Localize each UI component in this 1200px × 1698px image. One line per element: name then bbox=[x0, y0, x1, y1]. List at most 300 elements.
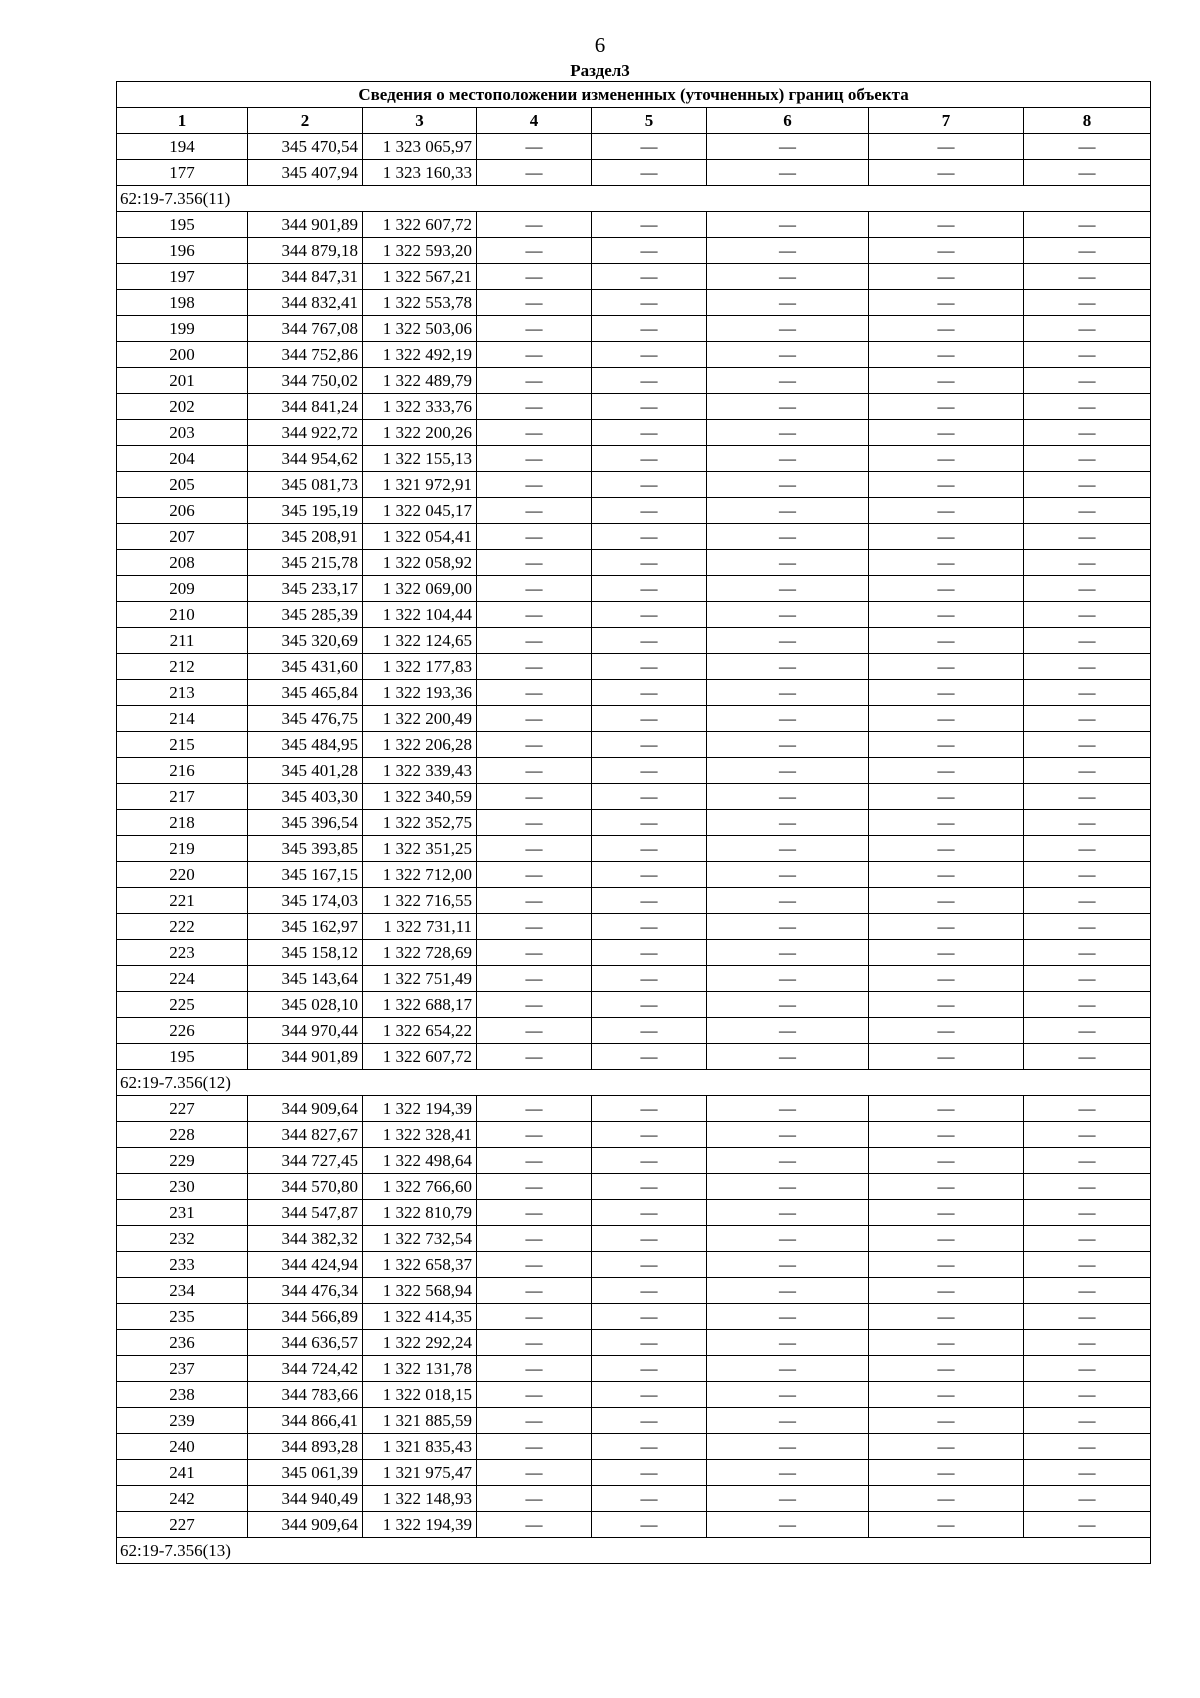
empty-value-dash: — bbox=[707, 1356, 869, 1382]
empty-value-dash: — bbox=[869, 784, 1024, 810]
table-row bbox=[117, 342, 1151, 368]
empty-value-dash: — bbox=[869, 654, 1024, 680]
parcel-group-label: 62:19-7.356(12) bbox=[117, 1070, 1151, 1096]
empty-value-dash: — bbox=[1024, 992, 1151, 1018]
table-row bbox=[117, 1434, 1151, 1460]
point-number: 215 bbox=[117, 732, 248, 758]
empty-value-dash: — bbox=[1024, 1096, 1151, 1122]
table-row bbox=[117, 914, 1151, 940]
empty-value-dash: — bbox=[707, 836, 869, 862]
empty-value-dash: — bbox=[1024, 1434, 1151, 1460]
point-number: 208 bbox=[117, 550, 248, 576]
y-coordinate: 1 321 885,59 bbox=[363, 1408, 477, 1434]
empty-value-dash: — bbox=[1024, 706, 1151, 732]
x-coordinate: 344 893,28 bbox=[248, 1434, 363, 1460]
table-row bbox=[117, 1044, 1151, 1070]
empty-value-dash: — bbox=[477, 1122, 592, 1148]
table-row bbox=[117, 1252, 1151, 1278]
empty-value-dash: — bbox=[707, 576, 869, 602]
x-coordinate: 344 767,08 bbox=[248, 316, 363, 342]
table-row bbox=[117, 1460, 1151, 1486]
empty-value-dash: — bbox=[1024, 1382, 1151, 1408]
table-row bbox=[117, 368, 1151, 394]
table-row bbox=[117, 290, 1151, 316]
empty-value-dash: — bbox=[592, 1434, 707, 1460]
empty-value-dash: — bbox=[1024, 1408, 1151, 1434]
empty-value-dash: — bbox=[592, 446, 707, 472]
empty-value-dash: — bbox=[592, 654, 707, 680]
empty-value-dash: — bbox=[1024, 238, 1151, 264]
y-coordinate: 1 322 124,65 bbox=[363, 628, 477, 654]
y-coordinate: 1 322 200,49 bbox=[363, 706, 477, 732]
empty-value-dash: — bbox=[592, 784, 707, 810]
empty-value-dash: — bbox=[707, 940, 869, 966]
y-coordinate: 1 322 339,43 bbox=[363, 758, 477, 784]
y-coordinate: 1 322 328,41 bbox=[363, 1122, 477, 1148]
table-row bbox=[117, 992, 1151, 1018]
empty-value-dash: — bbox=[1024, 1122, 1151, 1148]
y-coordinate: 1 322 018,15 bbox=[363, 1382, 477, 1408]
empty-value-dash: — bbox=[477, 706, 592, 732]
empty-value-dash: — bbox=[869, 1356, 1024, 1382]
empty-value-dash: — bbox=[1024, 446, 1151, 472]
point-number: 235 bbox=[117, 1304, 248, 1330]
y-coordinate: 1 322 607,72 bbox=[363, 212, 477, 238]
empty-value-dash: — bbox=[592, 602, 707, 628]
empty-value-dash: — bbox=[592, 1122, 707, 1148]
empty-value-dash: — bbox=[869, 680, 1024, 706]
y-coordinate: 1 322 489,79 bbox=[363, 368, 477, 394]
empty-value-dash: — bbox=[707, 810, 869, 836]
table-row bbox=[117, 706, 1151, 732]
x-coordinate: 345 396,54 bbox=[248, 810, 363, 836]
empty-value-dash: — bbox=[1024, 1252, 1151, 1278]
table-row bbox=[117, 732, 1151, 758]
empty-value-dash: — bbox=[1024, 498, 1151, 524]
x-coordinate: 344 636,57 bbox=[248, 1330, 363, 1356]
table-row bbox=[117, 134, 1151, 160]
y-coordinate: 1 322 148,93 bbox=[363, 1486, 477, 1512]
empty-value-dash: — bbox=[592, 914, 707, 940]
empty-value-dash: — bbox=[869, 732, 1024, 758]
column-header: 7 bbox=[869, 108, 1024, 134]
empty-value-dash: — bbox=[707, 316, 869, 342]
empty-value-dash: — bbox=[869, 1096, 1024, 1122]
x-coordinate: 345 174,03 bbox=[248, 888, 363, 914]
point-number: 199 bbox=[117, 316, 248, 342]
empty-value-dash: — bbox=[477, 368, 592, 394]
empty-value-dash: — bbox=[707, 1252, 869, 1278]
empty-value-dash: — bbox=[1024, 654, 1151, 680]
empty-value-dash: — bbox=[707, 1200, 869, 1226]
empty-value-dash: — bbox=[1024, 420, 1151, 446]
empty-value-dash: — bbox=[1024, 472, 1151, 498]
empty-value-dash: — bbox=[869, 1408, 1024, 1434]
y-coordinate: 1 322 414,35 bbox=[363, 1304, 477, 1330]
point-number: 239 bbox=[117, 1408, 248, 1434]
y-coordinate: 1 322 045,17 bbox=[363, 498, 477, 524]
empty-value-dash: — bbox=[869, 1512, 1024, 1538]
point-number: 177 bbox=[117, 160, 248, 186]
y-coordinate: 1 322 131,78 bbox=[363, 1356, 477, 1382]
empty-value-dash: — bbox=[869, 862, 1024, 888]
y-coordinate: 1 321 835,43 bbox=[363, 1434, 477, 1460]
empty-value-dash: — bbox=[477, 1408, 592, 1434]
x-coordinate: 344 783,66 bbox=[248, 1382, 363, 1408]
empty-value-dash: — bbox=[477, 992, 592, 1018]
x-coordinate: 344 940,49 bbox=[248, 1486, 363, 1512]
point-number: 218 bbox=[117, 810, 248, 836]
empty-value-dash: — bbox=[707, 1486, 869, 1512]
empty-value-dash: — bbox=[1024, 550, 1151, 576]
empty-value-dash: — bbox=[477, 1174, 592, 1200]
y-coordinate: 1 322 340,59 bbox=[363, 784, 477, 810]
empty-value-dash: — bbox=[592, 940, 707, 966]
empty-value-dash: — bbox=[592, 1200, 707, 1226]
x-coordinate: 344 909,64 bbox=[248, 1512, 363, 1538]
empty-value-dash: — bbox=[707, 992, 869, 1018]
empty-value-dash: — bbox=[592, 1278, 707, 1304]
empty-value-dash: — bbox=[592, 550, 707, 576]
empty-value-dash: — bbox=[707, 732, 869, 758]
point-number: 227 bbox=[117, 1512, 248, 1538]
point-number: 201 bbox=[117, 368, 248, 394]
x-coordinate: 345 470,54 bbox=[248, 134, 363, 160]
empty-value-dash: — bbox=[869, 940, 1024, 966]
empty-value-dash: — bbox=[1024, 212, 1151, 238]
empty-value-dash: — bbox=[707, 1330, 869, 1356]
empty-value-dash: — bbox=[707, 160, 869, 186]
empty-value-dash: — bbox=[477, 1148, 592, 1174]
y-coordinate: 1 322 206,28 bbox=[363, 732, 477, 758]
empty-value-dash: — bbox=[592, 420, 707, 446]
table-row bbox=[117, 628, 1151, 654]
y-coordinate: 1 322 492,19 bbox=[363, 342, 477, 368]
empty-value-dash: — bbox=[707, 1408, 869, 1434]
empty-value-dash: — bbox=[477, 1200, 592, 1226]
empty-value-dash: — bbox=[477, 264, 592, 290]
y-coordinate: 1 322 292,24 bbox=[363, 1330, 477, 1356]
empty-value-dash: — bbox=[1024, 758, 1151, 784]
empty-value-dash: — bbox=[1024, 342, 1151, 368]
x-coordinate: 344 566,89 bbox=[248, 1304, 363, 1330]
empty-value-dash: — bbox=[477, 160, 592, 186]
x-coordinate: 344 954,62 bbox=[248, 446, 363, 472]
empty-value-dash: — bbox=[869, 1252, 1024, 1278]
y-coordinate: 1 322 194,39 bbox=[363, 1512, 477, 1538]
empty-value-dash: — bbox=[869, 264, 1024, 290]
empty-value-dash: — bbox=[592, 680, 707, 706]
table-row bbox=[117, 1278, 1151, 1304]
empty-value-dash: — bbox=[869, 836, 1024, 862]
table-row bbox=[117, 420, 1151, 446]
empty-value-dash: — bbox=[477, 1434, 592, 1460]
empty-value-dash: — bbox=[869, 1044, 1024, 1070]
y-coordinate: 1 322 607,72 bbox=[363, 1044, 477, 1070]
table-row bbox=[117, 966, 1151, 992]
empty-value-dash: — bbox=[592, 732, 707, 758]
empty-value-dash: — bbox=[869, 290, 1024, 316]
empty-value-dash: — bbox=[869, 160, 1024, 186]
empty-value-dash: — bbox=[869, 1278, 1024, 1304]
table-row bbox=[117, 160, 1151, 186]
point-number: 211 bbox=[117, 628, 248, 654]
point-number: 225 bbox=[117, 992, 248, 1018]
x-coordinate: 345 143,64 bbox=[248, 966, 363, 992]
x-coordinate: 345 407,94 bbox=[248, 160, 363, 186]
x-coordinate: 345 162,97 bbox=[248, 914, 363, 940]
column-header: 1 bbox=[117, 108, 248, 134]
empty-value-dash: — bbox=[592, 888, 707, 914]
point-number: 197 bbox=[117, 264, 248, 290]
empty-value-dash: — bbox=[707, 654, 869, 680]
page-number: 6 bbox=[594, 33, 606, 57]
empty-value-dash: — bbox=[477, 498, 592, 524]
empty-value-dash: — bbox=[477, 472, 592, 498]
x-coordinate: 345 061,39 bbox=[248, 1460, 363, 1486]
table-row bbox=[117, 836, 1151, 862]
point-number: 242 bbox=[117, 1486, 248, 1512]
table-row bbox=[117, 1018, 1151, 1044]
empty-value-dash: — bbox=[592, 472, 707, 498]
empty-value-dash: — bbox=[707, 966, 869, 992]
y-coordinate: 1 322 766,60 bbox=[363, 1174, 477, 1200]
empty-value-dash: — bbox=[592, 706, 707, 732]
table-row bbox=[117, 1096, 1151, 1122]
x-coordinate: 344 970,44 bbox=[248, 1018, 363, 1044]
empty-value-dash: — bbox=[869, 1200, 1024, 1226]
x-coordinate: 344 727,45 bbox=[248, 1148, 363, 1174]
empty-value-dash: — bbox=[477, 394, 592, 420]
empty-value-dash: — bbox=[477, 420, 592, 446]
point-number: 226 bbox=[117, 1018, 248, 1044]
point-number: 234 bbox=[117, 1278, 248, 1304]
empty-value-dash: — bbox=[869, 368, 1024, 394]
empty-value-dash: — bbox=[477, 238, 592, 264]
x-coordinate: 344 724,42 bbox=[248, 1356, 363, 1382]
empty-value-dash: — bbox=[592, 1382, 707, 1408]
empty-value-dash: — bbox=[707, 394, 869, 420]
x-coordinate: 344 424,94 bbox=[248, 1252, 363, 1278]
table-row bbox=[117, 446, 1151, 472]
empty-value-dash: — bbox=[869, 342, 1024, 368]
y-coordinate: 1 322 058,92 bbox=[363, 550, 477, 576]
empty-value-dash: — bbox=[1024, 394, 1151, 420]
empty-value-dash: — bbox=[592, 576, 707, 602]
empty-value-dash: — bbox=[592, 1356, 707, 1382]
empty-value-dash: — bbox=[707, 238, 869, 264]
point-number: 221 bbox=[117, 888, 248, 914]
parcel-group-row bbox=[117, 186, 1151, 212]
empty-value-dash: — bbox=[477, 1512, 592, 1538]
empty-value-dash: — bbox=[477, 732, 592, 758]
y-coordinate: 1 322 810,79 bbox=[363, 1200, 477, 1226]
table-row bbox=[117, 1226, 1151, 1252]
empty-value-dash: — bbox=[1024, 1304, 1151, 1330]
empty-value-dash: — bbox=[707, 1460, 869, 1486]
empty-value-dash: — bbox=[869, 992, 1024, 1018]
table-row bbox=[117, 1356, 1151, 1382]
empty-value-dash: — bbox=[707, 602, 869, 628]
x-coordinate: 344 841,24 bbox=[248, 394, 363, 420]
point-number: 236 bbox=[117, 1330, 248, 1356]
empty-value-dash: — bbox=[592, 1486, 707, 1512]
empty-value-dash: — bbox=[707, 628, 869, 654]
empty-value-dash: — bbox=[592, 966, 707, 992]
table-row bbox=[117, 1148, 1151, 1174]
point-number: 230 bbox=[117, 1174, 248, 1200]
x-coordinate: 345 401,28 bbox=[248, 758, 363, 784]
column-header: 5 bbox=[592, 108, 707, 134]
empty-value-dash: — bbox=[477, 290, 592, 316]
empty-value-dash: — bbox=[707, 1278, 869, 1304]
table-row bbox=[117, 1330, 1151, 1356]
x-coordinate: 345 195,19 bbox=[248, 498, 363, 524]
x-coordinate: 345 465,84 bbox=[248, 680, 363, 706]
x-coordinate: 345 215,78 bbox=[248, 550, 363, 576]
empty-value-dash: — bbox=[869, 628, 1024, 654]
point-number: 212 bbox=[117, 654, 248, 680]
point-number: 217 bbox=[117, 784, 248, 810]
x-coordinate: 344 909,64 bbox=[248, 1096, 363, 1122]
empty-value-dash: — bbox=[1024, 1330, 1151, 1356]
x-coordinate: 345 484,95 bbox=[248, 732, 363, 758]
empty-value-dash: — bbox=[477, 1382, 592, 1408]
empty-value-dash: — bbox=[592, 368, 707, 394]
empty-value-dash: — bbox=[592, 1252, 707, 1278]
empty-value-dash: — bbox=[592, 862, 707, 888]
empty-value-dash: — bbox=[1024, 732, 1151, 758]
y-coordinate: 1 323 065,97 bbox=[363, 134, 477, 160]
x-coordinate: 345 233,17 bbox=[248, 576, 363, 602]
empty-value-dash: — bbox=[869, 238, 1024, 264]
y-coordinate: 1 322 503,06 bbox=[363, 316, 477, 342]
empty-value-dash: — bbox=[869, 1486, 1024, 1512]
y-coordinate: 1 322 712,00 bbox=[363, 862, 477, 888]
table-row bbox=[117, 524, 1151, 550]
table-row bbox=[117, 264, 1151, 290]
point-number: 207 bbox=[117, 524, 248, 550]
empty-value-dash: — bbox=[477, 1460, 592, 1486]
y-coordinate: 1 322 498,64 bbox=[363, 1148, 477, 1174]
point-number: 232 bbox=[117, 1226, 248, 1252]
empty-value-dash: — bbox=[592, 498, 707, 524]
empty-value-dash: — bbox=[477, 1252, 592, 1278]
empty-value-dash: — bbox=[869, 1460, 1024, 1486]
empty-value-dash: — bbox=[592, 342, 707, 368]
empty-value-dash: — bbox=[477, 680, 592, 706]
point-number: 220 bbox=[117, 862, 248, 888]
empty-value-dash: — bbox=[592, 1148, 707, 1174]
point-number: 206 bbox=[117, 498, 248, 524]
empty-value-dash: — bbox=[869, 316, 1024, 342]
table-row bbox=[117, 1122, 1151, 1148]
empty-value-dash: — bbox=[1024, 966, 1151, 992]
empty-value-dash: — bbox=[869, 1434, 1024, 1460]
x-coordinate: 344 750,02 bbox=[248, 368, 363, 394]
point-number: 233 bbox=[117, 1252, 248, 1278]
empty-value-dash: — bbox=[869, 446, 1024, 472]
empty-value-dash: — bbox=[477, 134, 592, 160]
empty-value-dash: — bbox=[477, 316, 592, 342]
x-coordinate: 345 431,60 bbox=[248, 654, 363, 680]
empty-value-dash: — bbox=[1024, 524, 1151, 550]
empty-value-dash: — bbox=[592, 524, 707, 550]
empty-value-dash: — bbox=[1024, 1044, 1151, 1070]
y-coordinate: 1 322 069,00 bbox=[363, 576, 477, 602]
point-number: 237 bbox=[117, 1356, 248, 1382]
table-row bbox=[117, 680, 1151, 706]
empty-value-dash: — bbox=[1024, 1486, 1151, 1512]
empty-value-dash: — bbox=[592, 810, 707, 836]
empty-value-dash: — bbox=[869, 1148, 1024, 1174]
empty-value-dash: — bbox=[1024, 602, 1151, 628]
empty-value-dash: — bbox=[707, 1226, 869, 1252]
x-coordinate: 344 382,32 bbox=[248, 1226, 363, 1252]
empty-value-dash: — bbox=[592, 316, 707, 342]
empty-value-dash: — bbox=[707, 342, 869, 368]
empty-value-dash: — bbox=[1024, 264, 1151, 290]
empty-value-dash: — bbox=[477, 862, 592, 888]
empty-value-dash: — bbox=[477, 784, 592, 810]
point-number: 213 bbox=[117, 680, 248, 706]
table-row bbox=[117, 238, 1151, 264]
parcel-group-row bbox=[117, 1070, 1151, 1096]
table-row bbox=[117, 576, 1151, 602]
y-coordinate: 1 322 568,94 bbox=[363, 1278, 477, 1304]
empty-value-dash: — bbox=[707, 550, 869, 576]
table-row bbox=[117, 862, 1151, 888]
empty-value-dash: — bbox=[707, 1096, 869, 1122]
y-coordinate: 1 322 593,20 bbox=[363, 238, 477, 264]
empty-value-dash: — bbox=[869, 602, 1024, 628]
y-coordinate: 1 322 333,76 bbox=[363, 394, 477, 420]
empty-value-dash: — bbox=[477, 966, 592, 992]
point-number: 238 bbox=[117, 1382, 248, 1408]
empty-value-dash: — bbox=[707, 524, 869, 550]
table-row bbox=[117, 316, 1151, 342]
point-number: 198 bbox=[117, 290, 248, 316]
table-row bbox=[117, 1408, 1151, 1434]
point-number: 231 bbox=[117, 1200, 248, 1226]
empty-value-dash: — bbox=[869, 1226, 1024, 1252]
y-coordinate: 1 323 160,33 bbox=[363, 160, 477, 186]
empty-value-dash: — bbox=[707, 680, 869, 706]
table-row bbox=[117, 784, 1151, 810]
y-coordinate: 1 322 193,36 bbox=[363, 680, 477, 706]
point-number: 205 bbox=[117, 472, 248, 498]
y-coordinate: 1 322 200,26 bbox=[363, 420, 477, 446]
x-coordinate: 344 832,41 bbox=[248, 290, 363, 316]
empty-value-dash: — bbox=[477, 888, 592, 914]
empty-value-dash: — bbox=[1024, 576, 1151, 602]
x-coordinate: 344 570,80 bbox=[248, 1174, 363, 1200]
empty-value-dash: — bbox=[707, 1304, 869, 1330]
x-coordinate: 344 922,72 bbox=[248, 420, 363, 446]
y-coordinate: 1 322 751,49 bbox=[363, 966, 477, 992]
empty-value-dash: — bbox=[1024, 784, 1151, 810]
empty-value-dash: — bbox=[477, 654, 592, 680]
empty-value-dash: — bbox=[477, 446, 592, 472]
empty-value-dash: — bbox=[1024, 940, 1151, 966]
y-coordinate: 1 322 688,17 bbox=[363, 992, 477, 1018]
empty-value-dash: — bbox=[592, 992, 707, 1018]
empty-value-dash: — bbox=[1024, 368, 1151, 394]
column-header: 2 bbox=[248, 108, 363, 134]
x-coordinate: 344 476,34 bbox=[248, 1278, 363, 1304]
point-number: 203 bbox=[117, 420, 248, 446]
empty-value-dash: — bbox=[707, 264, 869, 290]
